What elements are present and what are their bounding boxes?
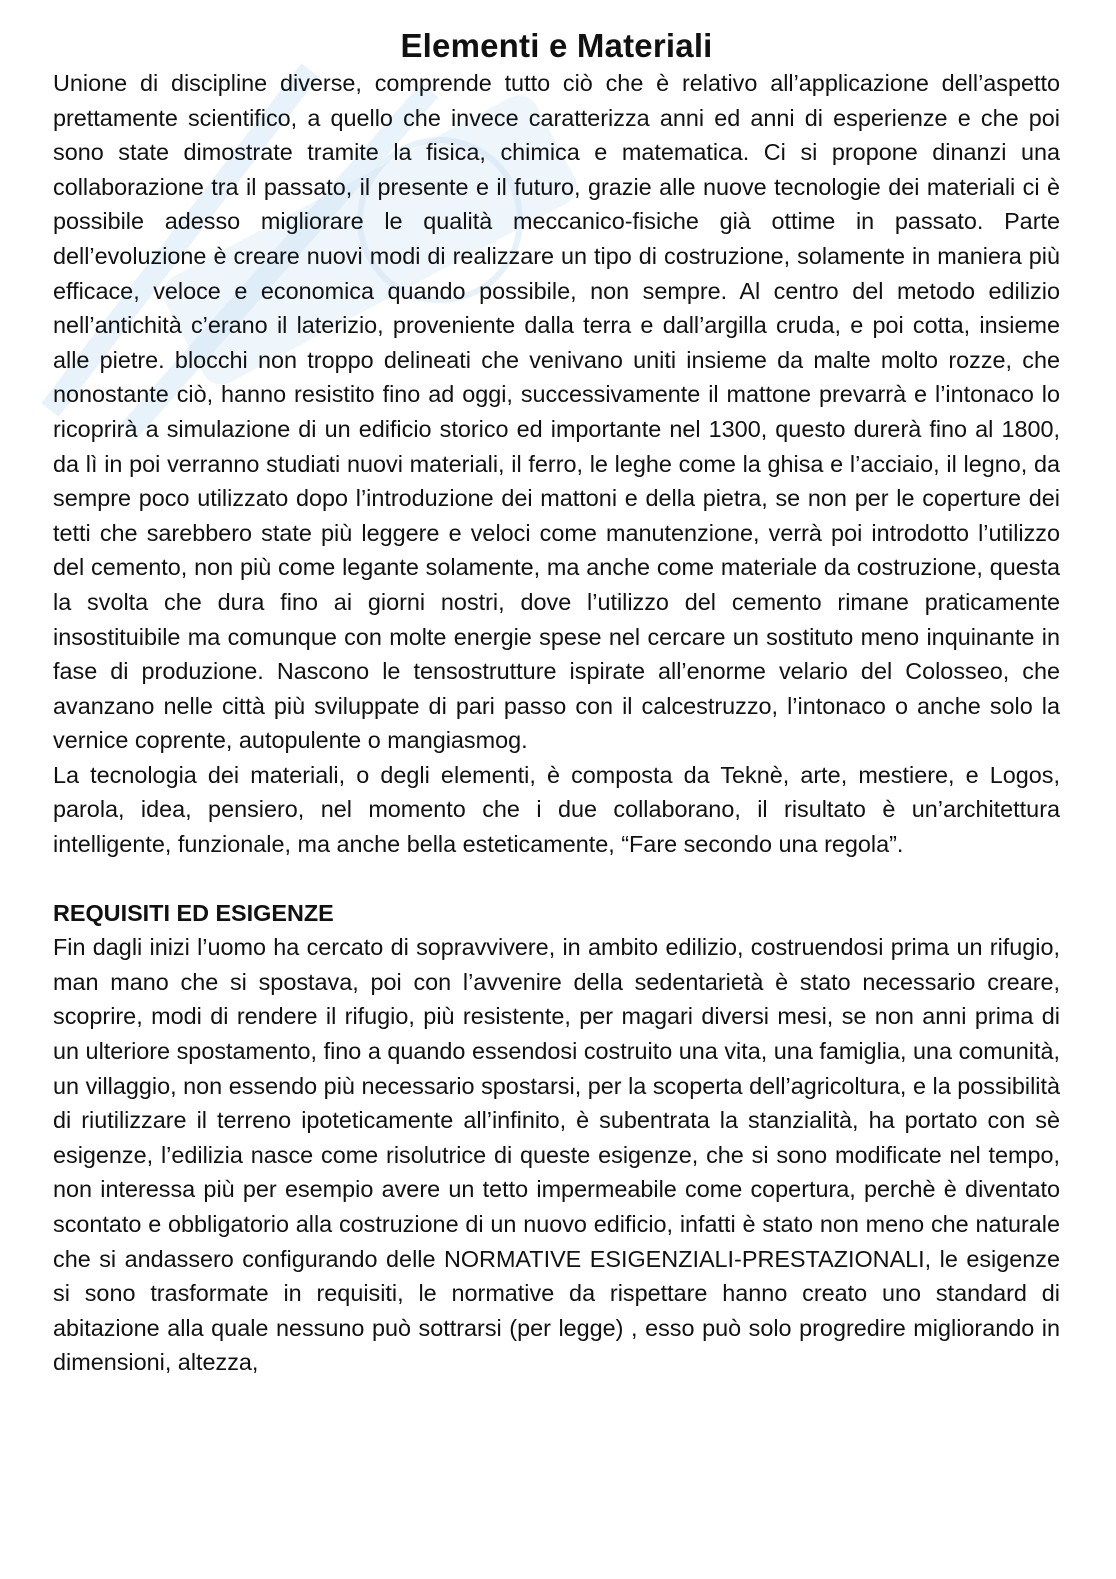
intro-paragraph-2: La tecnologia dei materiali, o degli elementi, è composta da Teknè, arte, mestiere, e Logos, parola, idea, pensiero, nel momento che i due collaborano, il risultato è un’architettura intelligente, funzionale, ma anche bella esteticamente, “Fare secondo una regola”. — [53, 761, 1060, 858]
section-paragraph: Fin dagli inizi l’uomo ha cercato di sopravvivere, in ambito edilizio, costruendosi prima un rifugio, man mano che si spostava, poi con l’avvenire della sedentarietà è stato necessario creare, scoprire, modi di rendere il rifugio, più resistente, per magari diversi mesi, se non anni prima di un ulteriore spostamento, fino a quando essendosi costruito una vita, una famiglia, una comunità, un villaggio, non essendo più necessario spostarsi, per la scoperta dell’agricoltura, e la possibilità di riutilizzare il terreno ipoteticamente all’infinito, è subentrata la stanzialità, ha portato con sè esigenze, l’edilizia nasce come risolutrice di queste esigenze, che si sono modificate nel tempo, non interessa più per esempio avere un tetto impermeabile come copertura, perchè è diventato scontato e obbligatorio alla costruzione di un nuovo edificio, infatti è stato non meno che naturale che si andassero configurando delle NORMATIVE ESIGENZIALI-PRESTAZIONALI, le esigenze si sono trasformate in requisiti, le normative da rispettare hanno creato uno standard di abitazione alla quale nessuno può sottrarsi (per legge) , esso può solo progredire migliorando in dimensioni, altezza, — [53, 934, 1060, 1376]
section-heading: REQUISITI ED ESIGENZE — [53, 899, 334, 926]
document-page — [53, 26, 1060, 1380]
intro-paragraph-1: Unione di discipline diverse, comprende tutto ciò che è relativo all’applicazione dell’aspetto prettamente scientifico, a quello che invece caratterizza anni ed anni di esperienze e che poi sono state dimostrate tramite la fisica, chimica e matematica. Ci si propone dinanzi una collaborazione tra il passato, il presente e il futuro, grazie alle nuove tecnologie dei materiali ci è possibile adesso migliorare le qualità meccanico-fisiche già ottime in passato. Parte dell’evoluzione è creare nuovi modi di realizzare un tipo di costruzione, solamente in maniera più efficace, veloce e economica quando possibile, non sempre. Al centro del metodo edilizio nell’antichità c’erano il laterizio, proveniente dalla terra e dall’argilla cruda, e poi cotta, insieme alle pietre. blocchi non troppo delineati che venivano uniti insieme da malte molto rozze, che nonostante ciò, hanno resistito fino ad oggi, successivamente il mattone prevarrà e l’intonaco lo ricoprirà a simulazione di un edificio storico ed importante nel 1300, questo durerà fino al 1800, da lì in poi verranno studiati nuovi materiali, il ferro, le leghe come la ghisa e l’acciaio, il legno, da sempre poco utilizzato dopo l’introduzione dei mattoni e della pietra, se non per le coperture dei tetti che sarebbero state più leggere e veloci come manutenzione, verrà poi introdotto l’utilizzo del cemento, non più come legante solamente, ma anche come materiale da costruzione, questa la svolta che dura fino ai giorni nostri, dove l’utilizzo del cemento rimane praticamente insostituibile ma comunque con molte energie spese nel cercare un sostituto meno inquinante in fase di produzione. Nascono le tensostrutture ispirate all’enorme velario del Colosseo, che avanzano nelle città più sviluppate di pari passo con il calcestruzzo, l’intonaco o anche solo la vernice coprente, autopulente o mangiasmog. — [53, 70, 1060, 754]
document-title: Elementi e Materiali — [400, 27, 713, 64]
